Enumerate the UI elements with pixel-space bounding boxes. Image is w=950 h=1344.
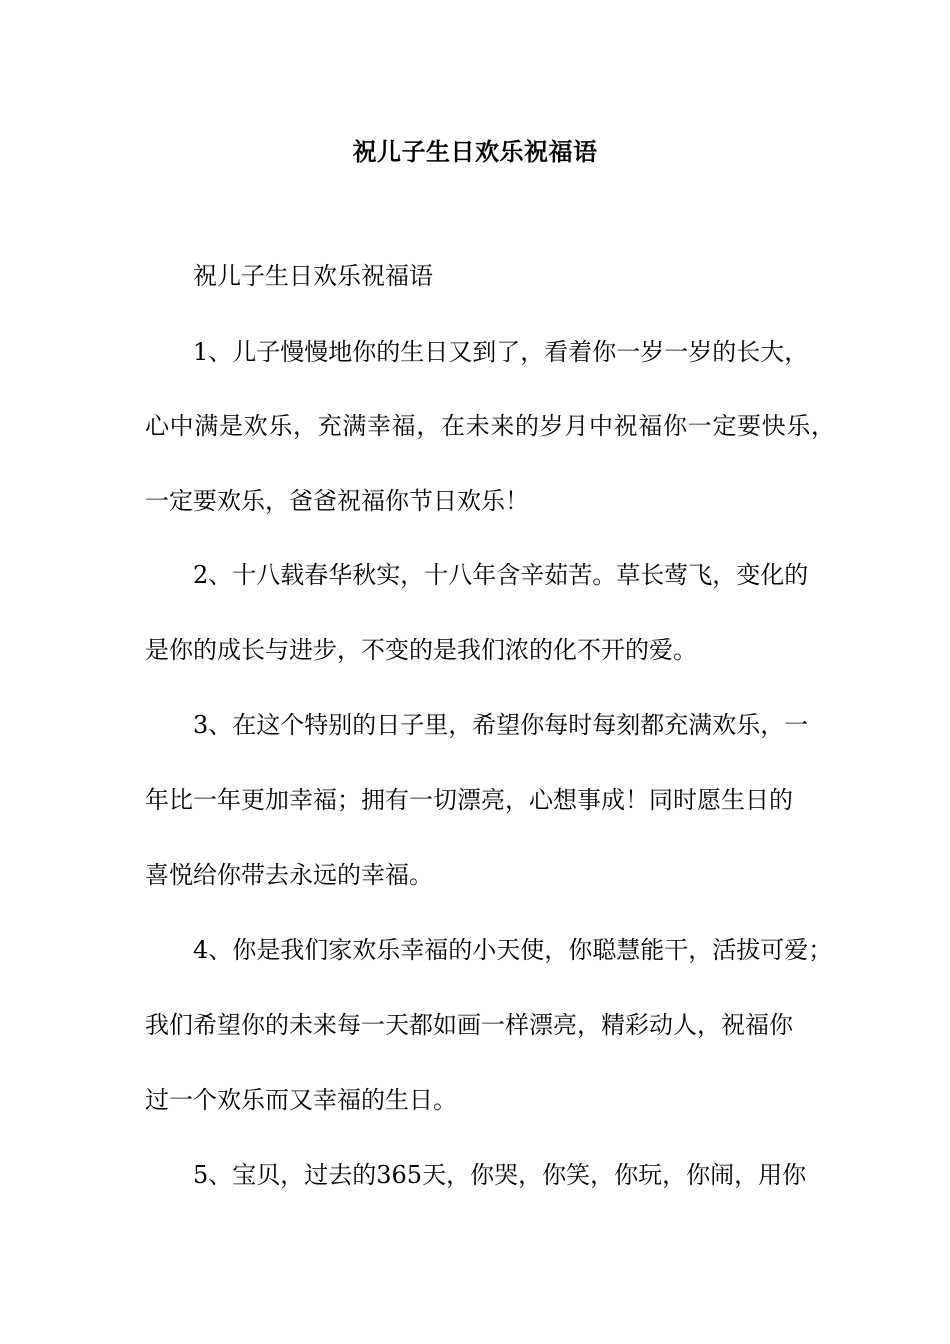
paragraph-line: 3、在这个特别的日子里，希望你每时每刻都充满欢乐，一 (193, 711, 809, 739)
paragraph-line: 4、你是我们家欢乐幸福的小天使，你聪慧能干，活拔可爱； (193, 936, 833, 964)
paragraph-line: 2、十八载春华秋实，十八年含辛茹苦。草长莺飞，变化的 (193, 561, 809, 589)
paragraph-line: 喜悦给你带去永远的幸福。 (145, 861, 433, 889)
paragraph-heading: 祝儿子生日欢乐祝福语 (193, 262, 433, 290)
paragraph-line: 5、宝贝，过去的365天，你哭，你笑，你玩，你闹，用你 (193, 1161, 807, 1189)
paragraph-line: 1、儿子慢慢地你的生日又到了，看着你一岁一岁的长大， (193, 338, 809, 366)
paragraph-line: 是你的成长与进步，不变的是我们浓的化不开的爱。 (145, 636, 697, 664)
paragraph-line: 一定要欢乐，爸爸祝福你节日欢乐！ (145, 487, 529, 515)
paragraph-line: 过一个欢乐而又幸福的生日。 (145, 1086, 457, 1114)
paragraph-line: 我们希望你的未来每一天都如画一样漂亮，精彩动人，祝福你 (145, 1011, 793, 1039)
paragraph-line: 年比一年更加幸福；拥有一切漂亮，心想事成！同时愿生日的 (145, 786, 793, 814)
document-title: 祝儿子生日欢乐祝福语 (352, 137, 598, 166)
paragraph-line: 心中满是欢乐，充满幸福，在未来的岁月中祝福你一定要快乐， (145, 412, 835, 440)
